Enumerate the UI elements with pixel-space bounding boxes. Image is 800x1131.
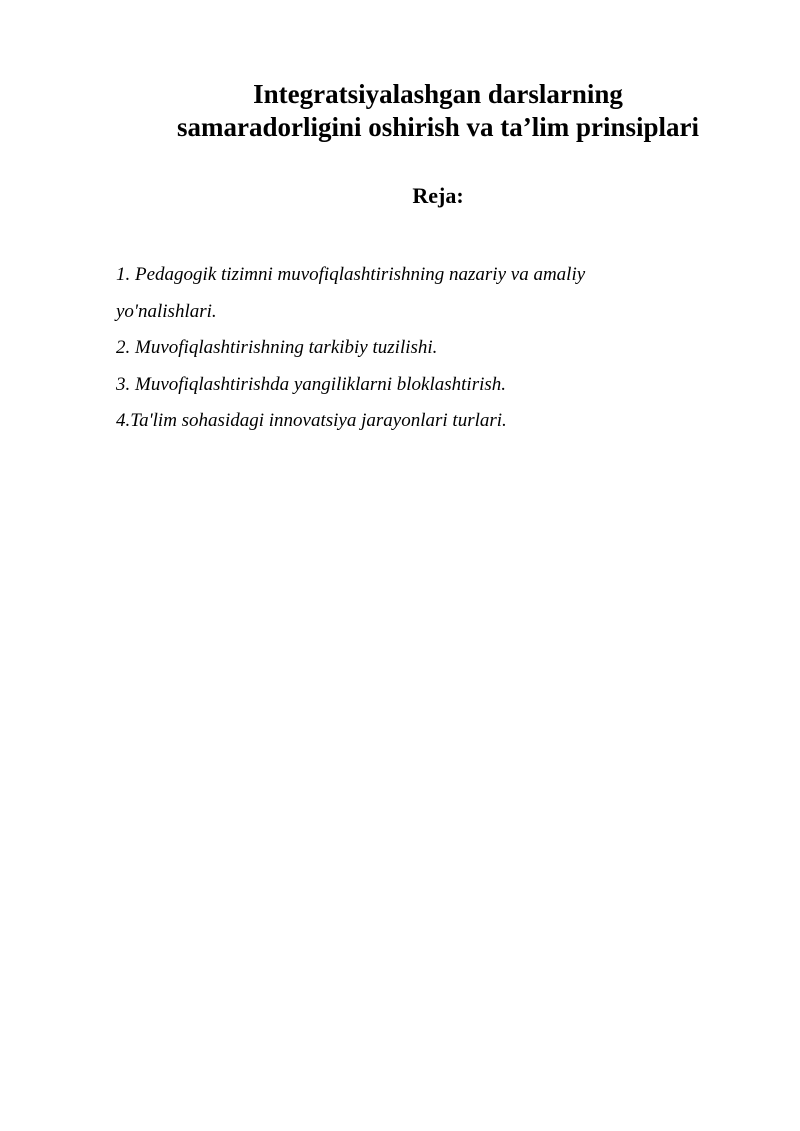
plan-heading: Reja:	[412, 183, 464, 208]
plan-item-3: 3. Muvofiqlashtirishda yangiliklarni bloklashtirish.	[116, 373, 507, 395]
plan-item-1: 1. Pedagogik tizimni muvofiqlashtirishning nazariy va amaliy	[116, 264, 586, 285]
title-line-1: Integratsiyalashgan darslarning	[253, 79, 623, 109]
plan-item-2: 2. Muvofiqlashtirishning tarkibiy tuzilishi.	[116, 337, 438, 358]
document-title	[140, 78, 736, 144]
plan-item-1-continuation: yo'nalishlari.	[116, 300, 217, 322]
plan-list	[116, 257, 736, 440]
plan-item-4: 4.Ta'lim sohasidagi innovatsiya jarayonlari turlari.	[116, 410, 507, 431]
title-line-2: samaradorligini oshirish va ta’lim prinsiplari	[176, 112, 700, 142]
